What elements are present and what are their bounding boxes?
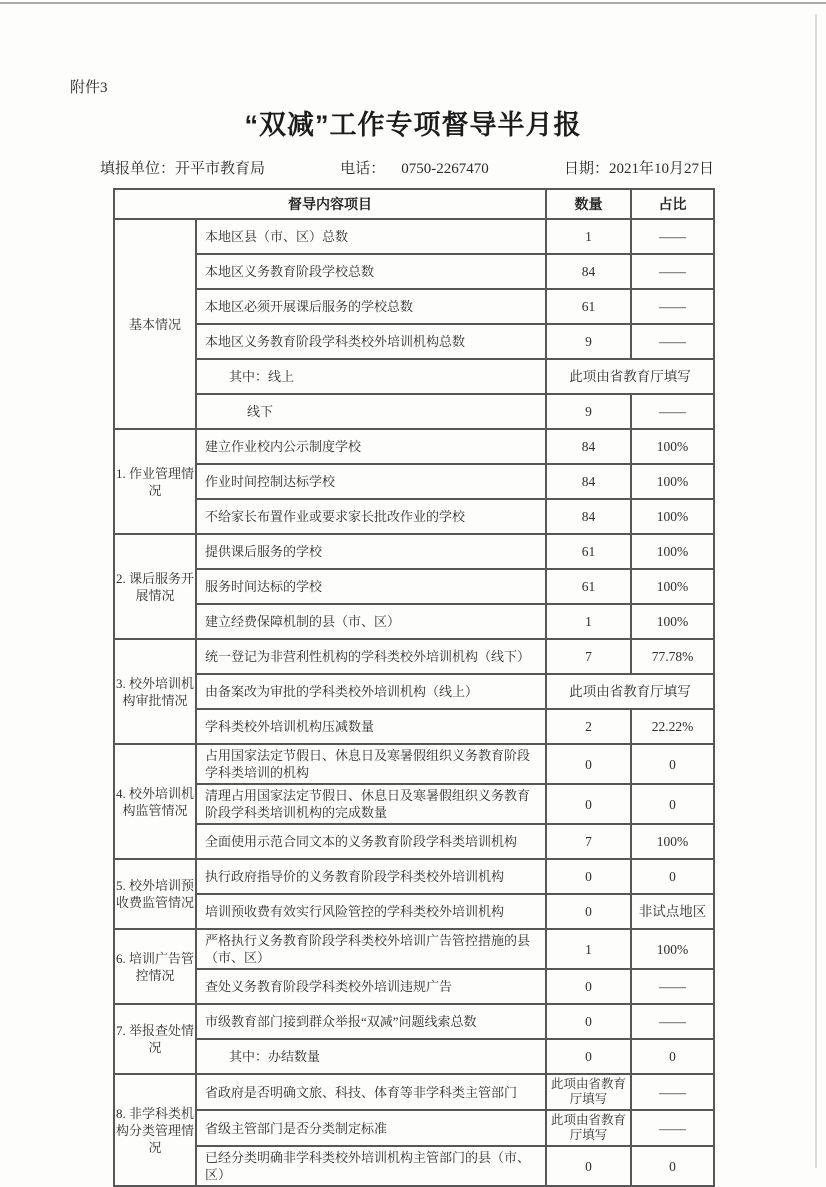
report-info-row	[100, 157, 714, 178]
table-row	[114, 324, 714, 359]
quantity-cell: 此项由省教育厅填写	[546, 1074, 631, 1110]
category-cell: 3. 校外培训机构审批情况	[114, 639, 196, 744]
category-cell: 6. 培训广告管控情况	[114, 929, 196, 1004]
ratio-cell: 0	[631, 1146, 714, 1186]
quantity-cell: 0	[546, 744, 631, 784]
item-cell: 培训预收费有效实行风险管控的学科类校外培训机构	[196, 894, 546, 929]
quantity-cell: 此项由省教育厅填写	[546, 359, 714, 394]
header-ratio: 占比	[631, 189, 714, 219]
item-cell: 建立经费保障机制的县（市、区）	[196, 604, 546, 639]
ratio-cell: ——	[631, 1110, 714, 1146]
quantity-cell: 1	[546, 604, 631, 639]
info-date-value: 2021年10月27日	[608, 161, 714, 177]
category-cell: 4. 校外培训机构监管情况	[114, 744, 196, 859]
info-phone	[340, 157, 489, 178]
item-cell: 本地区义务教育阶段学科类校外培训机构总数	[196, 324, 546, 359]
ratio-cell: 0	[631, 1039, 714, 1074]
ratio-cell: 100%	[631, 929, 714, 969]
table-row	[114, 639, 714, 674]
quantity-cell: 2	[546, 709, 631, 744]
table-row	[114, 534, 714, 569]
quantity-cell: 此项由省教育厅填写	[546, 1110, 631, 1146]
table-row	[114, 1146, 714, 1186]
table-row	[114, 569, 714, 604]
ratio-cell: 22.22%	[631, 709, 714, 744]
table-row	[114, 929, 714, 969]
table-row	[114, 1110, 714, 1146]
item-cell: 本地区县（市、区）总数	[196, 219, 546, 254]
ratio-cell: ——	[631, 969, 714, 1004]
header-quantity: 数量	[546, 189, 631, 219]
item-cell: 省政府是否明确文旅、科技、体育等非学科类主管部门	[196, 1074, 546, 1110]
info-date-label: 日期：	[563, 161, 609, 177]
table-row	[114, 499, 714, 534]
table-body	[114, 219, 714, 1186]
ratio-cell: 100%	[631, 824, 714, 859]
quantity-cell: 0	[546, 894, 631, 929]
quantity-cell: 84	[546, 499, 631, 534]
ratio-cell: 0	[631, 859, 714, 894]
quantity-cell: 此项由省教育厅填写	[546, 674, 714, 709]
item-cell: 其中：线上	[196, 359, 546, 394]
category-cell: 5. 校外培训预收费监管情况	[114, 859, 196, 929]
ratio-cell: ——	[631, 324, 714, 359]
quantity-cell: 1	[546, 929, 631, 969]
info-unit-label: 填报单位：	[100, 161, 176, 177]
table-row	[114, 254, 714, 289]
ratio-cell: ——	[631, 254, 714, 289]
item-cell: 严格执行义务教育阶段学科类校外培训广告管控措施的县（市、区）	[196, 929, 546, 969]
ratio-cell: 100%	[631, 569, 714, 604]
scan-edge-right	[815, 14, 817, 1168]
supervision-report-table	[113, 188, 715, 1187]
ratio-cell: 100%	[631, 429, 714, 464]
table-row	[114, 859, 714, 894]
quantity-cell: 0	[546, 1004, 631, 1039]
item-cell: 全面使用示范合同文本的义务教育阶段学科类培训机构	[196, 824, 546, 859]
item-cell: 不给家长布置作业或要求家长批改作业的学校	[196, 499, 546, 534]
table-row	[114, 824, 714, 859]
header-content-item: 督导内容项目	[114, 189, 546, 219]
ratio-cell: 100%	[631, 604, 714, 639]
table-row	[114, 359, 714, 394]
attachment-label: 附件3	[70, 80, 108, 96]
quantity-cell: 0	[546, 969, 631, 1004]
item-cell: 由备案改为审批的学科类校外培训机构（线上）	[196, 674, 546, 709]
ratio-cell: 77.78%	[631, 639, 714, 674]
table-row	[114, 709, 714, 744]
item-cell: 统一登记为非营利性机构的学科类校外培训机构（线下）	[196, 639, 546, 674]
item-cell: 已经分类明确非学科类校外培训机构主管部门的县（市、区）	[196, 1146, 546, 1186]
table-row	[114, 1039, 714, 1074]
category-cell: 2. 课后服务开展情况	[114, 534, 196, 639]
item-cell: 执行政府指导价的义务教育阶段学科类校外培训机构	[196, 859, 546, 894]
quantity-cell: 9	[546, 324, 631, 359]
item-cell: 其中：办结数量	[196, 1039, 546, 1074]
item-cell: 市级教育部门接到群众举报“双减”问题线索总数	[196, 1004, 546, 1039]
ratio-cell: 100%	[631, 464, 714, 499]
item-cell: 提供课后服务的学校	[196, 534, 546, 569]
table-row	[114, 894, 714, 929]
info-date	[564, 157, 714, 178]
category-cell: 基本情况	[114, 219, 196, 429]
ratio-cell: 非试点地区	[631, 894, 714, 929]
info-unit-value: 开平市教育局	[175, 161, 266, 177]
ratio-cell: ——	[631, 219, 714, 254]
table-row	[114, 394, 714, 429]
quantity-cell: 9	[546, 394, 631, 429]
table-row	[114, 219, 714, 254]
item-cell: 线下	[196, 394, 546, 429]
quantity-cell: 0	[546, 859, 631, 894]
ratio-cell: ——	[631, 1074, 714, 1110]
item-cell: 作业时间控制达标学校	[196, 464, 546, 499]
info-phone-value: 0750-2267470	[401, 161, 489, 177]
item-cell: 查处义务教育阶段学科类校外培训违规广告	[196, 969, 546, 1004]
item-cell: 本地区必须开展课后服务的学校总数	[196, 289, 546, 324]
quantity-cell: 7	[546, 824, 631, 859]
report-title: “双减”工作专项督导半月报	[244, 110, 582, 140]
table-row	[114, 1074, 714, 1110]
item-cell: 服务时间达标的学校	[196, 569, 546, 604]
table-row	[114, 464, 714, 499]
info-phone-label: 电话：	[340, 161, 386, 177]
table-row	[114, 604, 714, 639]
quantity-cell: 84	[546, 464, 631, 499]
ratio-cell: ——	[631, 289, 714, 324]
quantity-cell: 7	[546, 639, 631, 674]
quantity-cell: 84	[546, 254, 631, 289]
ratio-cell: ——	[631, 1004, 714, 1039]
table-row	[114, 744, 714, 784]
ratio-cell: 0	[631, 744, 714, 784]
item-cell: 清理占用国家法定节假日、休息日及寒暑假组织义务教育阶段学科类培训机构的完成数量	[196, 784, 546, 824]
quantity-cell: 61	[546, 534, 631, 569]
table-row	[114, 1004, 714, 1039]
scan-edge-top	[0, 2, 826, 4]
ratio-cell: 0	[631, 784, 714, 824]
table-header-row	[114, 189, 714, 219]
table-row	[114, 674, 714, 709]
ratio-cell: ——	[631, 394, 714, 429]
category-cell: 7. 举报查处情况	[114, 1004, 196, 1074]
ratio-cell: 100%	[631, 499, 714, 534]
info-unit	[100, 157, 265, 178]
item-cell: 学科类校外培训机构压减数量	[196, 709, 546, 744]
table-row	[114, 784, 714, 824]
item-cell: 建立作业校内公示制度学校	[196, 429, 546, 464]
item-cell: 本地区义务教育阶段学校总数	[196, 254, 546, 289]
item-cell: 占用国家法定节假日、休息日及寒暑假组织义务教育阶段学科类培训的机构	[196, 744, 546, 784]
quantity-cell: 1	[546, 219, 631, 254]
quantity-cell: 84	[546, 429, 631, 464]
category-cell: 1. 作业管理情况	[114, 429, 196, 534]
item-cell: 省级主管部门是否分类制定标准	[196, 1110, 546, 1146]
quantity-cell: 0	[546, 784, 631, 824]
table-row	[114, 429, 714, 464]
table-row	[114, 969, 714, 1004]
category-cell: 8. 非学科类机构分类管理情况	[114, 1074, 196, 1186]
quantity-cell: 61	[546, 289, 631, 324]
quantity-cell: 61	[546, 569, 631, 604]
ratio-cell: 100%	[631, 534, 714, 569]
quantity-cell: 0	[546, 1039, 631, 1074]
quantity-cell: 0	[546, 1146, 631, 1186]
table-row	[114, 289, 714, 324]
